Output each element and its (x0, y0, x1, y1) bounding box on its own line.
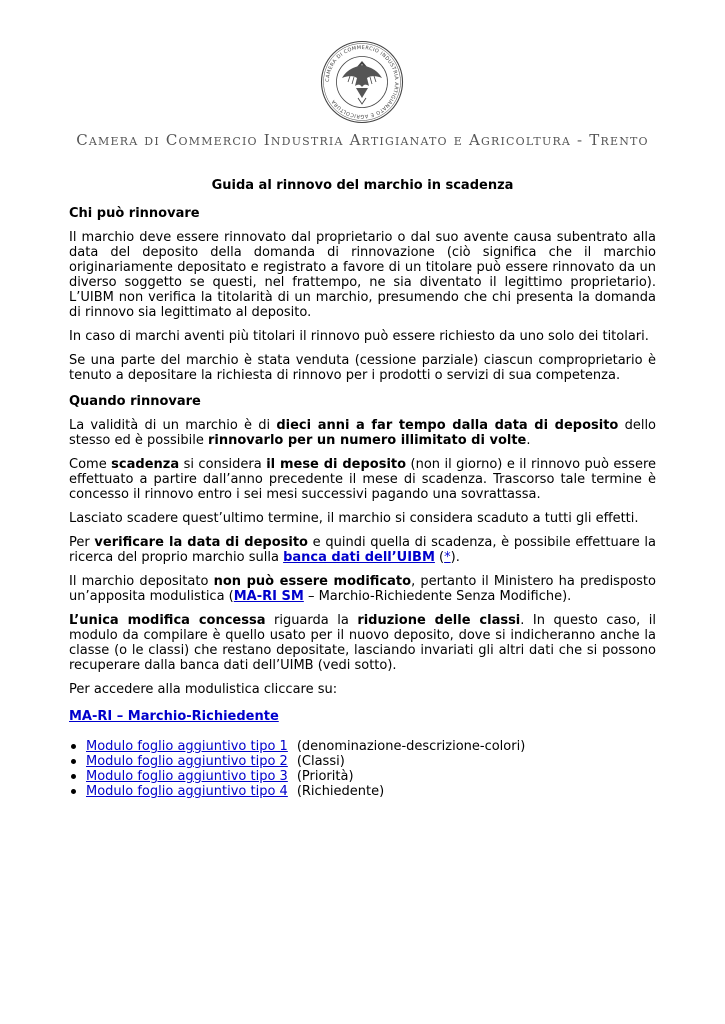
text-run: Per (69, 535, 95, 550)
text-run: si considera (179, 457, 267, 472)
paragraph-class-reduction (69, 613, 656, 673)
text-run: . In questo caso, il modulo da compilare è quello usato per il nuovo deposito, dove si indicheranno anche la classe (o le classi) che restano depositate, lasciando invariati gli altri dati che si possono recuperare dalla banca dati dell’UIMB (vedi sotto). (69, 613, 656, 673)
text-run-bold: rinnovarlo per un numero illimitato di volte (207, 433, 527, 448)
ma-ri-sm-link[interactable]: MA-RI SM (233, 589, 304, 604)
text-run: Il marchio depositato (69, 574, 214, 589)
text-run-bold: non può essere modificato (213, 574, 412, 589)
institution-name: Camera di Commercio Industria Artigianato e Agricoltura - Trento (76, 131, 649, 149)
text-run: Come (69, 457, 112, 472)
document-body (69, 178, 656, 799)
form-description: (Priorità) (296, 769, 354, 784)
form-description: (Richiedente) (296, 784, 385, 799)
text-run: ). (450, 550, 460, 565)
document-title: Guida al rinnovo del marchio in scadenza (211, 178, 514, 193)
text-run-bold: verificare la data di deposito (94, 535, 308, 550)
paragraph-expired: Lasciato scadere quest’ultimo termine, il marchio si considera scaduto a tutti gli effetti. (69, 511, 639, 526)
eagle-emblem (342, 61, 382, 104)
text-run: , pertanto il Ministero ha predisposto un’apposita modulistica ( (69, 574, 656, 604)
form-link-type-2[interactable]: Modulo foglio aggiuntivo tipo 2 (86, 754, 288, 769)
paragraph-validity (69, 418, 656, 448)
section-heading-who: Chi può rinnovare (69, 206, 200, 221)
paragraph-expiry (69, 457, 656, 502)
footnote-link[interactable]: * (444, 550, 451, 565)
list-item (69, 739, 656, 754)
text-run-bold: scadenza (111, 457, 180, 472)
form-link-type-3[interactable]: Modulo foglio aggiuntivo tipo 3 (86, 769, 288, 784)
uibm-database-link[interactable]: banca dati dell’UIBM (283, 550, 435, 565)
ma-ri-link-row (69, 709, 656, 724)
text-run: – Marchio-Richiedente Senza Modifiche). (303, 589, 572, 604)
forms-list (69, 739, 656, 799)
form-link-type-1[interactable]: Modulo foglio aggiuntivo tipo 1 (86, 739, 288, 754)
paragraph-multiple-owners: In caso di marchi aventi più titolari il rinnovo può essere richiesto da uno solo dei titolari. (69, 329, 649, 344)
bullet-icon (71, 774, 76, 779)
paragraph-partial-transfer: Se una parte del marchio è stata venduta (cessione parziale) ciascun comproprietario è tenuto a depositare la richiesta di rinnovo per i prodotti o servizi di sua competenza. (69, 353, 656, 383)
paragraph-ownership: Il marchio deve essere rinnovato dal proprietario o dal suo avente causa subentrato alla data del deposito della domanda di rinnovazione (ciò significa che il marchio originariamente depositato e registrato a favore di un titolare può essere rinnovato da un diverso soggetto se questi, nel frattempo, ne sia diventato il legittimo proprietario). L’UIBM non verifica la titolarità di un marchio, presumendo che chi presenta la domanda di rinnovo sia legittimato al deposito. (69, 230, 656, 320)
text-run: . (526, 433, 531, 448)
form-description: (Classi) (296, 754, 345, 769)
text-run: e quindi quella di scadenza, è possibile effettuare la ricerca del proprio marchio sulla (69, 535, 657, 565)
text-run: ( (434, 550, 445, 565)
text-run: La validità di un marchio è di (69, 418, 277, 433)
form-description: (denominazione-descrizione-colori) (296, 739, 526, 754)
bullet-icon (71, 789, 76, 794)
text-run: dello stesso ed è possibile (69, 418, 657, 448)
bullet-icon (71, 744, 76, 749)
text-run-bold: L’unica modifica concessa (69, 613, 266, 628)
text-run-bold: riduzione delle classi (357, 613, 521, 628)
text-run-bold: dieci anni a far tempo dalla data di deposito (276, 418, 619, 433)
section-heading-when: Quando rinnovare (69, 394, 201, 409)
text-run: riguarda la (265, 613, 358, 628)
text-run: (non il giorno) e il rinnovo può essere effettuato a partire dall’anno precedente il mese di scadenza. Trascorso tale termine è concesso il rinnovo entro i sei mesi successivi pagando una sovrattassa. (69, 457, 657, 502)
paragraph-verify-date (69, 535, 656, 565)
ma-ri-link[interactable]: MA-RI – Marchio-Richiedente (69, 709, 279, 724)
list-item (69, 784, 656, 799)
bullet-icon (71, 759, 76, 764)
paragraph-forms-intro: Per accedere alla modulistica cliccare su: (69, 682, 338, 697)
form-link-type-4[interactable]: Modulo foglio aggiuntivo tipo 4 (86, 784, 288, 799)
list-item (69, 769, 656, 784)
chamber-seal-logo (320, 40, 404, 124)
paragraph-no-modification (69, 574, 656, 604)
text-run-bold: il mese di deposito (266, 457, 407, 472)
list-item (69, 754, 656, 769)
svg-text:CAMERA DI COMMERCIO INDUSTRIA: CAMERA DI COMMERCIO INDUSTRIA ARTIGIANATO E AGRICOLTURA (324, 44, 400, 120)
